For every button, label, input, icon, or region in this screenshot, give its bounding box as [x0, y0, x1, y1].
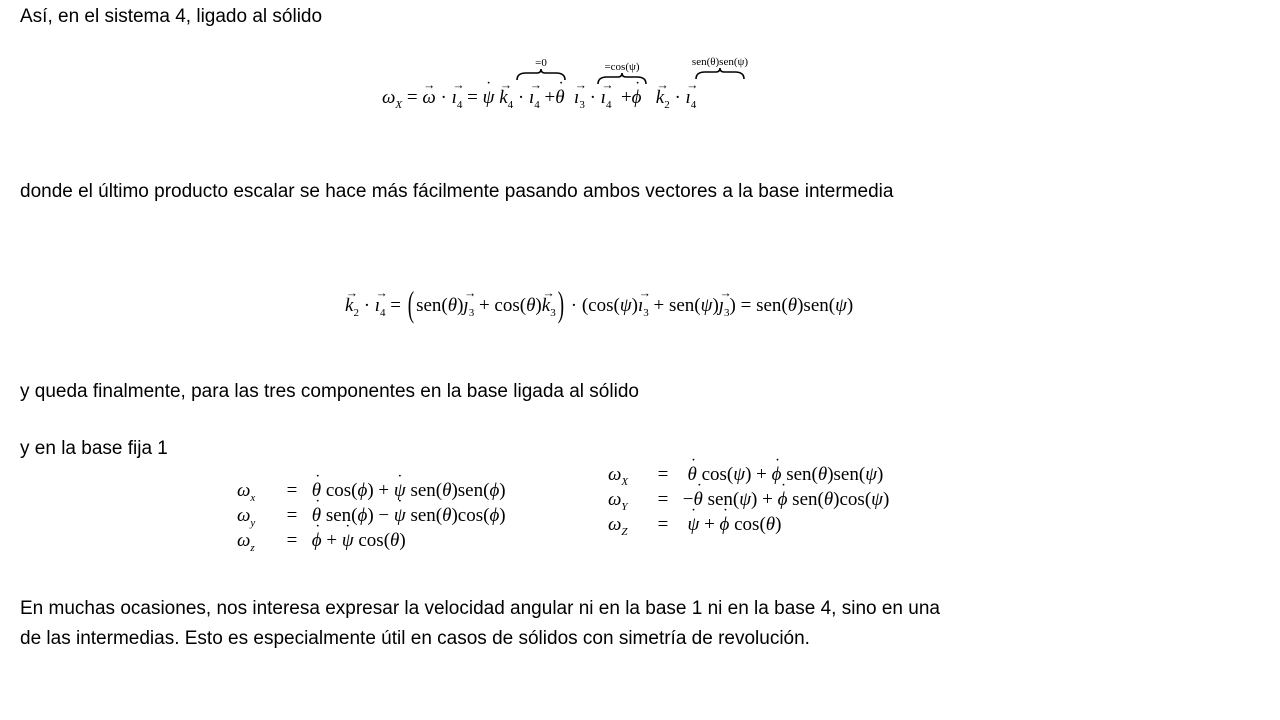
equation-k2-dot-i4: → $k_2$ · → $ı_4$ = ( $sen(\theta)\to ȷ_3 + \cos(\theta)\to k_3$ ) · ($\cos(\psi)\to ı_3 + sen(\psi)\to$ $ȷ_3) = sen(\theta)sen(\psi)$ [345, 296, 853, 319]
brace-label-zero: =0 [535, 57, 547, 69]
equation-system-body: $\omega_x$ = ˙ θ cos(ϕ) + ˙ ψ sen(θ)sen(ϕ) $\omega_y$ = ˙ θ sen(ϕ) − ˙ ψ sen(θ)cos(ϕ) $\omega_z$ = ˙ ϕ + ˙ ψ cos(θ) [237, 481, 506, 556]
brace-label-sen: sen(θ)sen(ψ) [691, 56, 749, 68]
brace-sen [680, 56, 760, 80]
paragraph-conclusion-line-1: En muchas ocasiones, nos interesa expresar la velocidad angular ni en la base 1 ni en la base 4, sino en una [20, 598, 940, 619]
brace-label-cos: =cos(ψ) [604, 61, 640, 73]
paragraph-conclusion-line-2: de las intermedias. Esto es especialmente útil en casos de sólidos con simetría de revolución. [20, 628, 810, 649]
equation-system-fixed: $\omega_X$ = ˙ θ cos(ψ) + ˙ ϕ sen(θ)sen(ψ) $\omega_Y$ = −˙ θ sen(ψ) + ˙ ϕ sen(θ)cos(ψ) $\omega_Z$ = ˙ ψ + ˙ ϕ cos(θ) [608, 465, 889, 540]
paragraph-scalar-product: donde el último producto escalar se hace más fácilmente pasando ambos vectores a la base intermedia [20, 181, 894, 202]
equation-1-body: $\omega_X$ = → ω · → $ı_4$ = ˙ $\psi \to k_4$ · → $ı_4$ +˙ $\theta \to ı_3$ · → $ı_4$ +˙ $\phi \to k_2$ · → $ı_4$ [382, 88, 696, 111]
paragraph-solid-base: y queda finalmente, para las tres componentes en la base ligada al sólido [20, 381, 639, 402]
paragraph-intro: Así, en el sistema 4, ligado al sólido [20, 6, 323, 27]
paragraph-fixed-base: y en la base fija 1 [20, 438, 168, 459]
